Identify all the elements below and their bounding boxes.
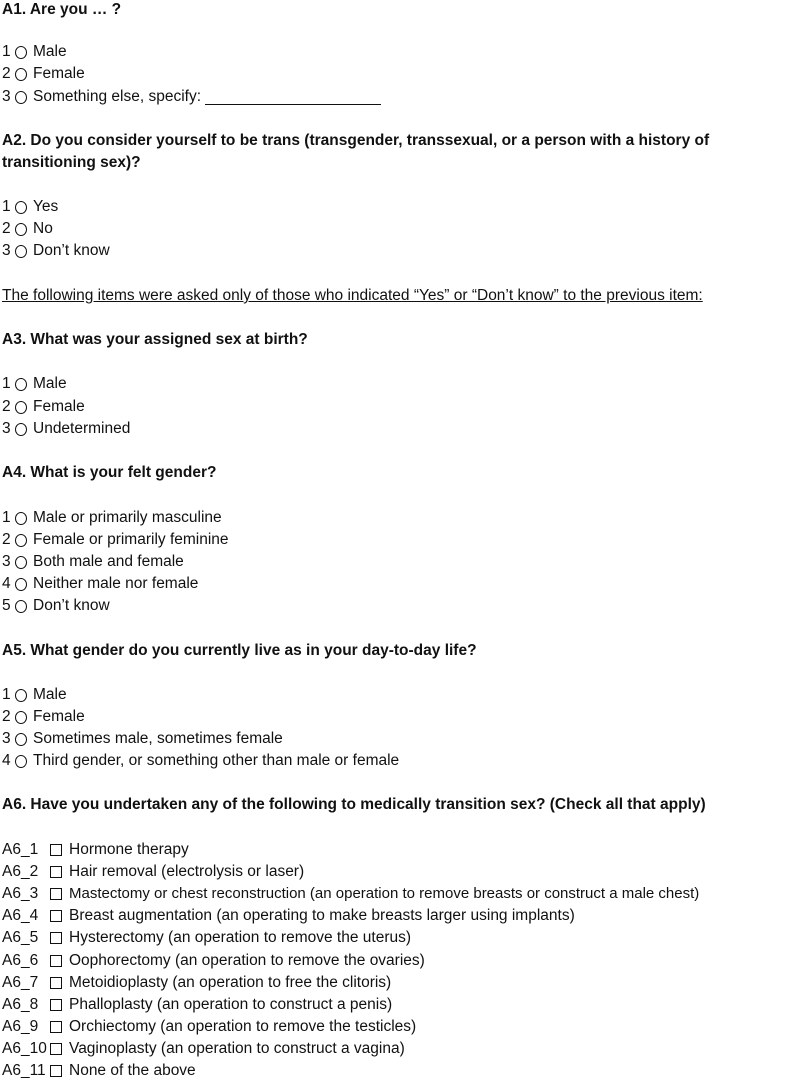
option-code: A6_2 xyxy=(2,863,39,880)
a6-option-3[interactable] xyxy=(2,884,699,904)
a4-option-5[interactable] xyxy=(2,596,110,616)
option-code: A6_7 xyxy=(2,974,39,991)
option-label: Yes xyxy=(33,198,59,215)
radio-circle-icon[interactable] xyxy=(15,91,27,104)
a5-option-4[interactable] xyxy=(2,751,399,771)
option-number: 3 xyxy=(2,553,11,570)
option-label: Male xyxy=(33,686,67,703)
checkbox-icon[interactable] xyxy=(50,999,62,1011)
radio-circle-icon[interactable] xyxy=(15,578,27,591)
a6-option-2[interactable] xyxy=(2,862,304,882)
option-code: A6_8 xyxy=(2,996,39,1013)
option-number: 2 xyxy=(2,531,11,548)
radio-circle-icon[interactable] xyxy=(15,423,27,436)
a1-option-male[interactable] xyxy=(2,42,67,62)
a3-option-female[interactable] xyxy=(2,397,85,417)
a6-option-8[interactable] xyxy=(2,995,392,1015)
checkbox-icon[interactable] xyxy=(50,910,62,922)
option-number: 2 xyxy=(2,398,11,415)
option-number: 1 xyxy=(2,198,11,215)
option-label: No xyxy=(33,220,53,237)
option-code: A6_10 xyxy=(2,1040,47,1057)
a5-option-3[interactable] xyxy=(2,729,283,749)
option-label: Male xyxy=(33,375,67,392)
radio-circle-icon[interactable] xyxy=(15,245,27,258)
radio-circle-icon[interactable] xyxy=(15,201,27,214)
option-label: Don’t know xyxy=(33,597,110,614)
option-label: Something else, specify: xyxy=(33,88,202,105)
question-a2-line1: A2. Do you consider yourself to be trans (transgender, transsexual, or a person with a history of xyxy=(2,132,710,149)
option-code: A6_3 xyxy=(2,885,39,902)
option-number: 3 xyxy=(2,88,11,105)
radio-circle-icon[interactable] xyxy=(15,512,27,525)
checkbox-icon[interactable] xyxy=(50,1021,62,1033)
radio-circle-icon[interactable] xyxy=(15,401,27,414)
specify-blank-field[interactable] xyxy=(205,90,381,105)
radio-circle-icon[interactable] xyxy=(15,46,27,59)
radio-circle-icon[interactable] xyxy=(15,733,27,746)
option-code: A6_4 xyxy=(2,907,39,924)
question-a5: A5. What gender do you currently live as in your day-to-day life? xyxy=(2,642,477,659)
a6-option-9[interactable] xyxy=(2,1017,416,1037)
option-label: Vaginoplasty (an operation to construct a vagina) xyxy=(69,1040,405,1057)
checkbox-icon[interactable] xyxy=(50,844,62,856)
a6-option-5[interactable] xyxy=(2,928,411,948)
a2-option-no[interactable] xyxy=(2,219,53,239)
a4-option-1[interactable] xyxy=(2,508,222,528)
a5-option-1[interactable] xyxy=(2,685,67,705)
option-label: Neither male nor female xyxy=(33,575,199,592)
option-number: 4 xyxy=(2,752,11,769)
option-number: 1 xyxy=(2,375,11,392)
option-label: Oophorectomy (an operation to remove the ovaries) xyxy=(69,952,425,969)
option-number: 3 xyxy=(2,420,11,437)
question-a6: A6. Have you undertaken any of the following to medically transition sex? (Check all that apply) xyxy=(2,796,706,813)
option-label: Breast augmentation (an operating to make breasts larger using implants) xyxy=(69,907,575,924)
a2-option-dont-know[interactable] xyxy=(2,241,110,261)
option-label: Metoidioplasty (an operation to free the clitoris) xyxy=(69,974,392,991)
option-label: Phalloplasty (an operation to construct a penis) xyxy=(69,996,393,1013)
option-number: 1 xyxy=(2,509,11,526)
option-number: 2 xyxy=(2,708,11,725)
a4-option-2[interactable] xyxy=(2,530,229,550)
a4-option-3[interactable] xyxy=(2,552,184,572)
option-label: Male or primarily masculine xyxy=(33,509,222,526)
option-number: 4 xyxy=(2,575,11,592)
question-a4: A4. What is your felt gender? xyxy=(2,464,217,481)
a6-option-1[interactable] xyxy=(2,840,189,860)
a6-option-7[interactable] xyxy=(2,973,391,993)
option-code: A6_6 xyxy=(2,952,39,969)
radio-circle-icon[interactable] xyxy=(15,755,27,768)
option-code: A6_5 xyxy=(2,929,39,946)
option-label: Mastectomy or chest reconstruction (an operation to remove breasts or construct a male chest) xyxy=(69,885,700,902)
checkbox-icon[interactable] xyxy=(50,977,62,989)
question-a3: A3. What was your assigned sex at birth? xyxy=(2,331,308,348)
radio-circle-icon[interactable] xyxy=(15,556,27,569)
a1-option-female[interactable] xyxy=(2,64,85,84)
radio-circle-icon[interactable] xyxy=(15,689,27,702)
option-label: Female xyxy=(33,65,85,82)
checkbox-icon[interactable] xyxy=(50,1043,62,1055)
radio-circle-icon[interactable] xyxy=(15,223,27,236)
option-code: A6_9 xyxy=(2,1018,39,1035)
option-label: Hair removal (electrolysis or laser) xyxy=(69,863,305,880)
option-code: A6_1 xyxy=(2,841,39,858)
checkbox-icon[interactable] xyxy=(50,932,62,944)
a6-option-11[interactable] xyxy=(2,1061,196,1081)
radio-circle-icon[interactable] xyxy=(15,711,27,724)
radio-circle-icon[interactable] xyxy=(15,600,27,613)
checkbox-icon[interactable] xyxy=(50,888,62,900)
option-label: Orchiectomy (an operation to remove the testicles) xyxy=(69,1018,417,1035)
option-label: Sometimes male, sometimes female xyxy=(33,730,283,747)
option-label: None of the above xyxy=(69,1062,196,1079)
a1-option-something-else[interactable] xyxy=(2,87,381,107)
radio-circle-icon[interactable] xyxy=(15,378,27,391)
a3-option-undetermined[interactable] xyxy=(2,419,130,439)
a4-option-4[interactable] xyxy=(2,574,198,594)
option-number: 2 xyxy=(2,220,11,237)
option-label: Hysterectomy (an operation to remove the uterus) xyxy=(69,929,412,946)
checkbox-icon[interactable] xyxy=(50,955,62,967)
option-label: Female or primarily feminine xyxy=(33,531,229,548)
radio-circle-icon[interactable] xyxy=(15,68,27,81)
question-a2-line2: transitioning sex)? xyxy=(2,154,141,171)
option-number: 5 xyxy=(2,597,11,614)
option-label: Undetermined xyxy=(33,420,131,437)
checkbox-icon[interactable] xyxy=(50,866,62,878)
option-label: Male xyxy=(33,43,67,60)
filter-note: The following items were asked only of those who indicated “Yes” or “Don’t know” to the previous item: xyxy=(2,287,703,304)
a5-option-2[interactable] xyxy=(2,707,85,727)
option-label: Third gender, or something other than male or female xyxy=(33,752,400,769)
question-a1: A1. Are you … ? xyxy=(2,1,122,18)
radio-circle-icon[interactable] xyxy=(15,534,27,547)
option-label: Both male and female xyxy=(33,553,184,570)
option-number: 2 xyxy=(2,65,11,82)
checkbox-icon[interactable] xyxy=(50,1065,62,1077)
option-label: Hormone therapy xyxy=(69,841,189,858)
a6-option-4[interactable] xyxy=(2,906,575,926)
a6-option-10[interactable] xyxy=(2,1039,405,1059)
option-number: 3 xyxy=(2,730,11,747)
a6-option-6[interactable] xyxy=(2,951,425,971)
option-number: 3 xyxy=(2,242,11,259)
option-code: A6_11 xyxy=(2,1062,46,1079)
option-label: Don’t know xyxy=(33,242,110,259)
option-number: 1 xyxy=(2,43,11,60)
a2-option-yes[interactable] xyxy=(2,197,58,217)
option-label: Female xyxy=(33,708,85,725)
option-label: Female xyxy=(33,398,85,415)
a3-option-male[interactable] xyxy=(2,374,67,394)
option-number: 1 xyxy=(2,686,11,703)
